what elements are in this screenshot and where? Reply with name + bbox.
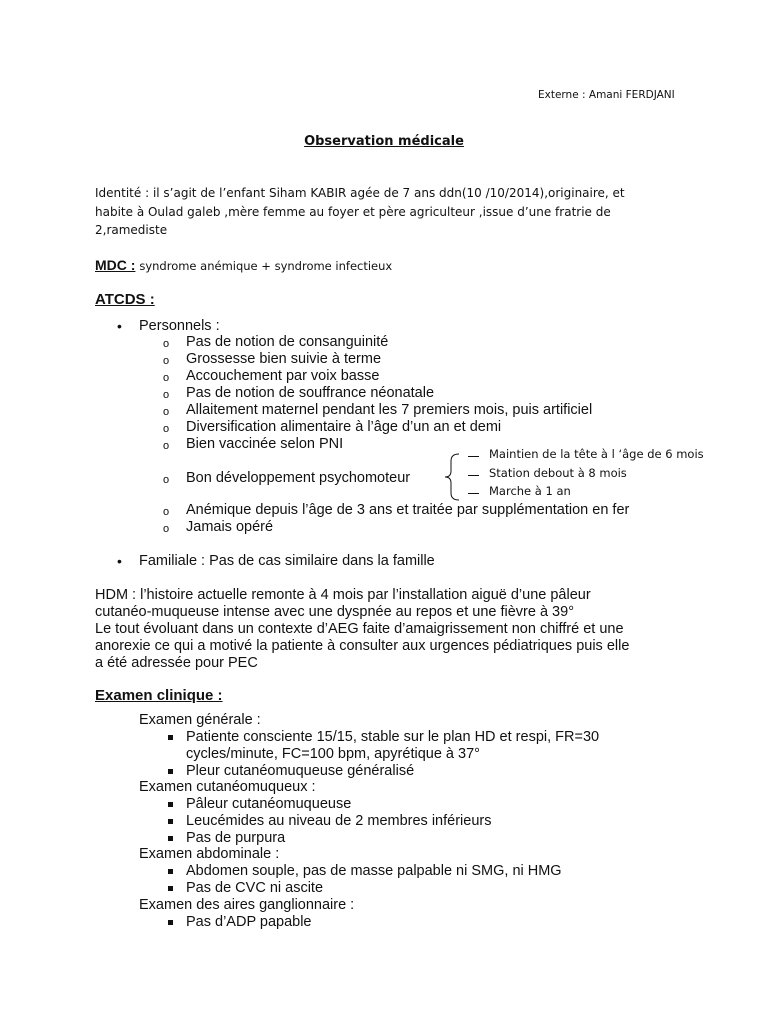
circle-bullet-icon: o bbox=[163, 440, 170, 452]
hdm-line: a été adressée pour PEC bbox=[95, 655, 258, 671]
atcds-heading: ATCDS : bbox=[95, 291, 155, 308]
personnel-item: Bon développement psychomoteur bbox=[186, 470, 411, 486]
identite-line: habite à Oulad galeb ,mère femme au foyer et père agriculteur ,issue d’une fratrie de bbox=[95, 204, 611, 219]
personnels-label: Personnels : bbox=[139, 318, 220, 334]
square-bullet-icon bbox=[168, 920, 173, 925]
personnel-item: Pas de notion de consanguinité bbox=[186, 334, 389, 350]
square-bullet-icon bbox=[168, 735, 173, 740]
circle-bullet-icon: o bbox=[163, 372, 170, 384]
mdc-line bbox=[95, 257, 392, 273]
personnel-item: Anémique depuis l’âge de 3 ans et traitée par supplémentation en fer bbox=[186, 502, 630, 518]
hdm-line: Le tout évoluant dans un contexte d’AEG faite d’amaigrissement non chiffré et une bbox=[95, 621, 624, 637]
familiale-line: Familiale : Pas de cas similaire dans la famille bbox=[139, 553, 435, 569]
exam-item: Pâleur cutanéomuqueuse bbox=[186, 796, 352, 812]
bullet-icon: • bbox=[117, 318, 122, 334]
personnel-item: Allaitement maternel pendant les 7 premiers mois, puis artificiel bbox=[186, 402, 593, 418]
personnel-item: Diversification alimentaire à l’âge d’un an et demi bbox=[186, 419, 502, 435]
personnel-item: Grossesse bien suivie à terme bbox=[186, 351, 382, 367]
exam-item: Abdomen souple, pas de masse palpable ni SMG, ni HMG bbox=[186, 863, 562, 879]
development-item: Marche à 1 an bbox=[489, 484, 571, 498]
personnel-item: Pas de notion de souffrance néonatale bbox=[186, 385, 435, 401]
personnel-item: Accouchement par voix basse bbox=[186, 368, 380, 384]
exam-item: Patiente consciente 15/15, stable sur le plan HD et respi, FR=30 bbox=[186, 729, 600, 745]
hdm-line: HDM : l’histoire actuelle remonte à 4 mois par l’installation aiguë d’une pâleur bbox=[95, 587, 591, 603]
circle-bullet-icon: o bbox=[163, 423, 170, 435]
exam-item: Leucémides au niveau de 2 membres inférieurs bbox=[186, 813, 492, 829]
exam-item: Pas d’ADP papable bbox=[186, 914, 312, 930]
hdm-line: cutanéo-muqueuse intense avec une dyspnée au repos et une fièvre à 39° bbox=[95, 604, 574, 620]
square-bullet-icon bbox=[168, 886, 173, 891]
development-item: Maintien de la tête à l ‘âge de 6 mois bbox=[489, 447, 704, 461]
square-bullet-icon bbox=[168, 769, 173, 774]
exam-item: Pas de CVC ni ascite bbox=[186, 880, 324, 896]
dash-icon bbox=[468, 493, 479, 494]
square-bullet-icon bbox=[168, 836, 173, 841]
square-bullet-icon bbox=[168, 802, 173, 807]
exam-section-label: Examen générale : bbox=[139, 712, 261, 728]
dash-icon bbox=[468, 475, 479, 476]
exam-item: Pleur cutanéomuqueuse généralisé bbox=[186, 763, 415, 779]
brace-icon bbox=[425, 453, 465, 501]
circle-bullet-icon: o bbox=[163, 506, 170, 518]
personnel-item: Bien vaccinée selon PNI bbox=[186, 436, 344, 452]
page-title: Observation médicale bbox=[304, 134, 464, 149]
dash-icon bbox=[468, 456, 479, 457]
exam-section-label: Examen abdominale : bbox=[139, 846, 280, 862]
bullet-icon: • bbox=[117, 553, 122, 569]
exam-section-label: Examen des aires ganglionnaire : bbox=[139, 897, 355, 913]
circle-bullet-icon: o bbox=[163, 338, 170, 350]
square-bullet-icon bbox=[168, 819, 173, 824]
hdm-line: anorexie ce qui a motivé la patiente à consulter aux urgences pédiatriques puis elle bbox=[95, 638, 630, 654]
identite-line: Identité : il s’agit de l’enfant Siham KABIR agée de 7 ans ddn(10 /10/2014),originaire, et bbox=[95, 186, 625, 200]
author-line: Externe : Amani FERDJANI bbox=[538, 89, 675, 101]
exam-section-label: Examen cutanéomuqueux : bbox=[139, 779, 316, 795]
exam-item: cycles/minute, FC=100 bpm, apyrétique à 37° bbox=[186, 746, 480, 762]
circle-bullet-icon: o bbox=[163, 355, 170, 367]
circle-bullet-icon: o bbox=[163, 389, 170, 401]
identite-paragraph bbox=[95, 184, 655, 240]
personnel-item: Jamais opéré bbox=[186, 519, 274, 535]
circle-bullet-icon: o bbox=[163, 523, 170, 535]
mdc-value: syndrome anémique + syndrome infectieux bbox=[139, 259, 393, 273]
mdc-label: MDC : bbox=[95, 257, 136, 273]
circle-bullet-icon: o bbox=[163, 474, 170, 486]
square-bullet-icon bbox=[168, 869, 173, 874]
circle-bullet-icon: o bbox=[163, 406, 170, 418]
examen-heading: Examen clinique : bbox=[95, 687, 223, 704]
development-item: Station debout à 8 mois bbox=[489, 466, 627, 480]
exam-item: Pas de purpura bbox=[186, 830, 286, 846]
identite-line: 2,ramediste bbox=[95, 223, 168, 237]
